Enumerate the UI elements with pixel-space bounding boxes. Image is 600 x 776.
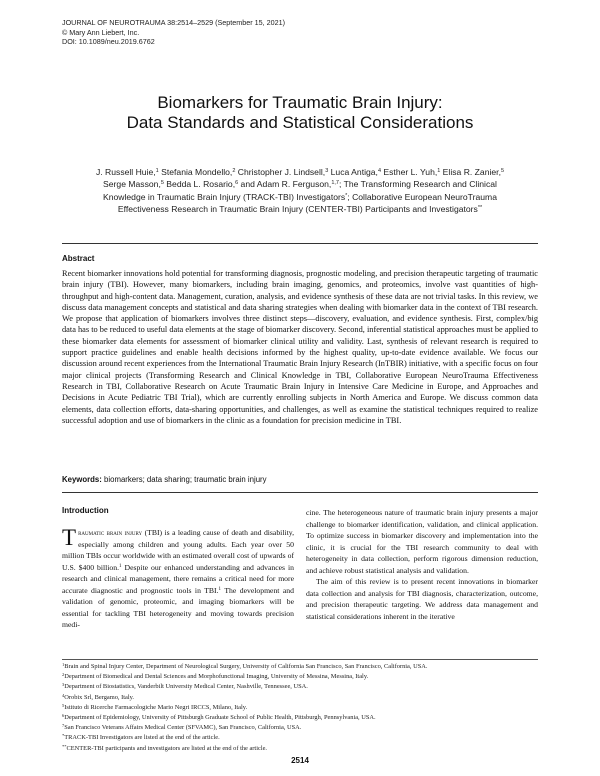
footnote-item	[62, 733, 542, 743]
page-number: 2514	[291, 756, 309, 765]
author-name: J. Russell Huie,	[95, 167, 156, 177]
footnote-text: Department of Epidemiology, University of Pittsburgh Graduate School of Public Health, Pittsburgh, Pennsylvania, USA.	[64, 714, 376, 722]
footnote-item	[62, 744, 542, 754]
footnote-text: TRACK-TBI Investigators are listed at the end of the article.	[64, 734, 220, 742]
consortium-text: ; The Transforming Research and Clinical	[338, 179, 497, 190]
footnote-item	[62, 662, 542, 672]
journal-copyright: © Mary Ann Liebert, Inc.	[62, 27, 140, 37]
drop-cap: T	[62, 525, 77, 550]
article-title	[0, 93, 600, 133]
footnote-mark: *	[62, 733, 65, 739]
consortium-name: Effectiveness Research in Traumatic Brain Injury (CENTER-TBI) Participants and Investigators	[117, 204, 478, 215]
journal-citation: JOURNAL OF NEUROTRAUMA 38:2514–2529 (September 15, 2021)	[62, 18, 286, 27]
footnote-mark: 6	[62, 713, 65, 719]
title-line-1: Biomarkers for Traumatic Brain Injury:	[157, 93, 443, 112]
journal-doi: DOI: 10.1089/neu.2019.6762	[62, 37, 155, 47]
title-line-2: Data Standards and Statistical Considerations	[126, 113, 474, 132]
keywords-label: Keywords:	[62, 475, 102, 484]
footnote-mark: 2	[62, 672, 65, 678]
abstract-top-rule	[62, 243, 538, 244]
consortium-name: Knowledge in Traumatic Brain Injury (TRACK-TBI) Investigators	[103, 191, 346, 202]
abstract-text: Recent biomarker innovations hold potential for transforming diagnosis, prognostic modeling, and precision therapeutic targeting of traumatic brain injury (TBI). However, many biomarkers, including brain imaging, genomics, and proteomics, involve vast quantities of high-throughput and high-content data. Management, curation, analysis, and evidence synthesis of these data are not trivial tasks. In this review, we discuss data management concepts and statistical and data sharing strategies when dealing with biomarker data in the context of TBI research. We propose that application of biomarkers involves three distinct steps—discovery, evaluation, and evidence synthesis. First, complex/big data has to be reduced to useful data elements at the stage of biomarker discovery. Second, inferential statistical approaches must be applied to these biomarker data elements for assessment of biomarker clinical utility and validity. Last, synthesis of relevant research is required to support practice guidelines and enable health decisions informed by the highest quality, up-to-date evidence available. We focus our discussion around recent experiences from the International Traumatic Brain Injury Research (InTBIR) initiative, with a specific focus on four major clinical projects (Transforming Research and Clinical Knowledge in TBI, Collaborative European NeuroTrauma Effectiveness Research in TBI, Collaborative Research on Acute Traumatic Brain Injury in Intensive Care Medicine in Europe, and Approaches and Decisions in Acute Pediatric TBI Trial), which are currently enrolling subjects in North America and Europe. We discuss common data elements, data collection efforts, data-sharing opportunities, and challenges, as well as examine the statistical techniques required to realize successful adoption and use of biomarkers in the clinic as a foundation for precision medicine in TBI.	[62, 269, 538, 425]
paragraph-text: Despite our enhanced understanding and advances in research and clinical management, there remains a critical need for more accurate diagnostic and prognostic tools in TBI.	[62, 562, 295, 595]
author-name: Stefania Mondello,	[158, 167, 233, 177]
footnote-mark: **	[62, 743, 67, 749]
author-name: Esther L. Yuh,	[381, 167, 438, 177]
author-name: Christopher J. Lindsell,	[235, 167, 326, 177]
footnote-text: Department of Biomedical and Dental Sciences and Morphofunctional Imaging, University of Messina, Messina, Italy.	[64, 673, 369, 681]
footnotes	[62, 662, 542, 754]
affiliation-mark: 1	[155, 168, 159, 174]
footnote-text: Brain and Spinal Injury Center, Department of Neurological Surgery, University of California San Francisco, San Francisco, California, USA.	[64, 663, 428, 670]
small-caps-lead: raumatic brain injury	[78, 528, 143, 537]
affiliation-mark: 5	[500, 168, 505, 174]
paragraph-text: The development and validation of genomic, proteomic, and imaging biomarkers will be essential for tackling TBI heterogeneity and moving towards precision medi-	[62, 585, 294, 629]
citation-mark: 1	[218, 586, 222, 592]
keywords-line	[62, 475, 267, 484]
author-line-1	[60, 166, 540, 178]
author-name: Serge Masson,	[103, 179, 161, 190]
intro-paragraph-2: The aim of this review is to present recent innovations in biomarker data collection and analysis for TBI diagnosis, characterization, outcome, and precision therapeutic targeting. We address data management and statistical considerations inherent in the iterative	[306, 577, 538, 621]
affiliation-mark: 6	[235, 180, 239, 187]
footnote-item	[62, 703, 542, 713]
citation-mark: 1	[119, 563, 122, 569]
author-name: and Adam R. Ferguson,	[238, 179, 332, 190]
footnote-text: San Francisco Veterans Affairs Medical Center (SFVAMC), San Francisco, California, USA.	[64, 724, 302, 732]
affiliation-mark: 2	[232, 168, 236, 174]
affiliation-mark: 4	[377, 168, 382, 174]
footnote-item	[62, 682, 542, 692]
footnote-mark: 3	[62, 682, 65, 688]
journal-header	[62, 18, 285, 47]
affiliation-mark: 3	[325, 168, 329, 174]
footnote-item	[62, 713, 542, 723]
affiliation-mark: 5	[160, 180, 164, 187]
abstract-bottom-rule	[62, 492, 538, 493]
footnote-text: Istituto di Ricerche Farmacologiche Mario Negri IRCCS, Milano, Italy.	[64, 703, 248, 711]
footnote-mark: 7	[62, 723, 65, 729]
left-column	[62, 527, 294, 631]
intro-paragraph-1	[62, 527, 294, 631]
paragraph-text: (TBI) is a leading cause of death and disability, especially among children and young adults. Each year over 50 million TBIs occur worldwide with an estimated overall cost of upwards of U.S. $400 billion.	[62, 528, 294, 572]
footnote-mark: 4	[62, 692, 65, 698]
footnote-mark: 5	[62, 702, 65, 708]
footnote-text: Department of Biostatistics, Vanderbilt University Medical Center, Nashville, Tennessee, USA.	[64, 683, 308, 691]
affiliation-mark: 1,7	[331, 180, 339, 187]
author-name: Elisa R. Zanier,	[440, 167, 501, 177]
intro-paragraph-1-continued: cine. The heterogeneous nature of traumatic brain injury presents a major challenge to biomarker identification, validation, and clinical application. To optimize success in biomarker discovery and implementation into the clinic, it is crucial for the TBI research community to deal with heterogeneity in data collection, perform rigorous dimension reduction, and achieve robust statistical analysis and validation.	[306, 508, 538, 575]
introduction-heading: Introduction	[62, 506, 109, 515]
author-name: Luca Antiga,	[328, 167, 378, 177]
author-line-3	[60, 191, 540, 203]
author-name: Bedda L. Rosario,	[163, 179, 236, 190]
affiliation-mark: 1	[437, 168, 441, 174]
author-line-2	[60, 178, 540, 190]
footnote-text: Orobix Srl, Bergamo, Italy.	[64, 693, 135, 701]
affiliation-mark: *	[345, 192, 348, 199]
author-line-4	[60, 203, 540, 215]
footnote-item	[62, 693, 542, 703]
abstract-heading: Abstract	[62, 254, 95, 263]
footnote-item	[62, 723, 542, 733]
footnote-mark: 1	[62, 662, 65, 667]
affiliation-mark: **	[477, 205, 483, 212]
footnote-item	[62, 672, 542, 682]
footnote-text: CENTER-TBI participants and investigators are listed at the end of the article.	[66, 744, 268, 752]
author-list	[60, 166, 540, 216]
consortium-text: ; Collaborative European NeuroTrauma	[347, 191, 497, 202]
footnote-rule	[62, 659, 538, 660]
keywords-text: biomarkers; data sharing; traumatic brain injury	[101, 475, 267, 484]
right-column	[306, 507, 538, 622]
